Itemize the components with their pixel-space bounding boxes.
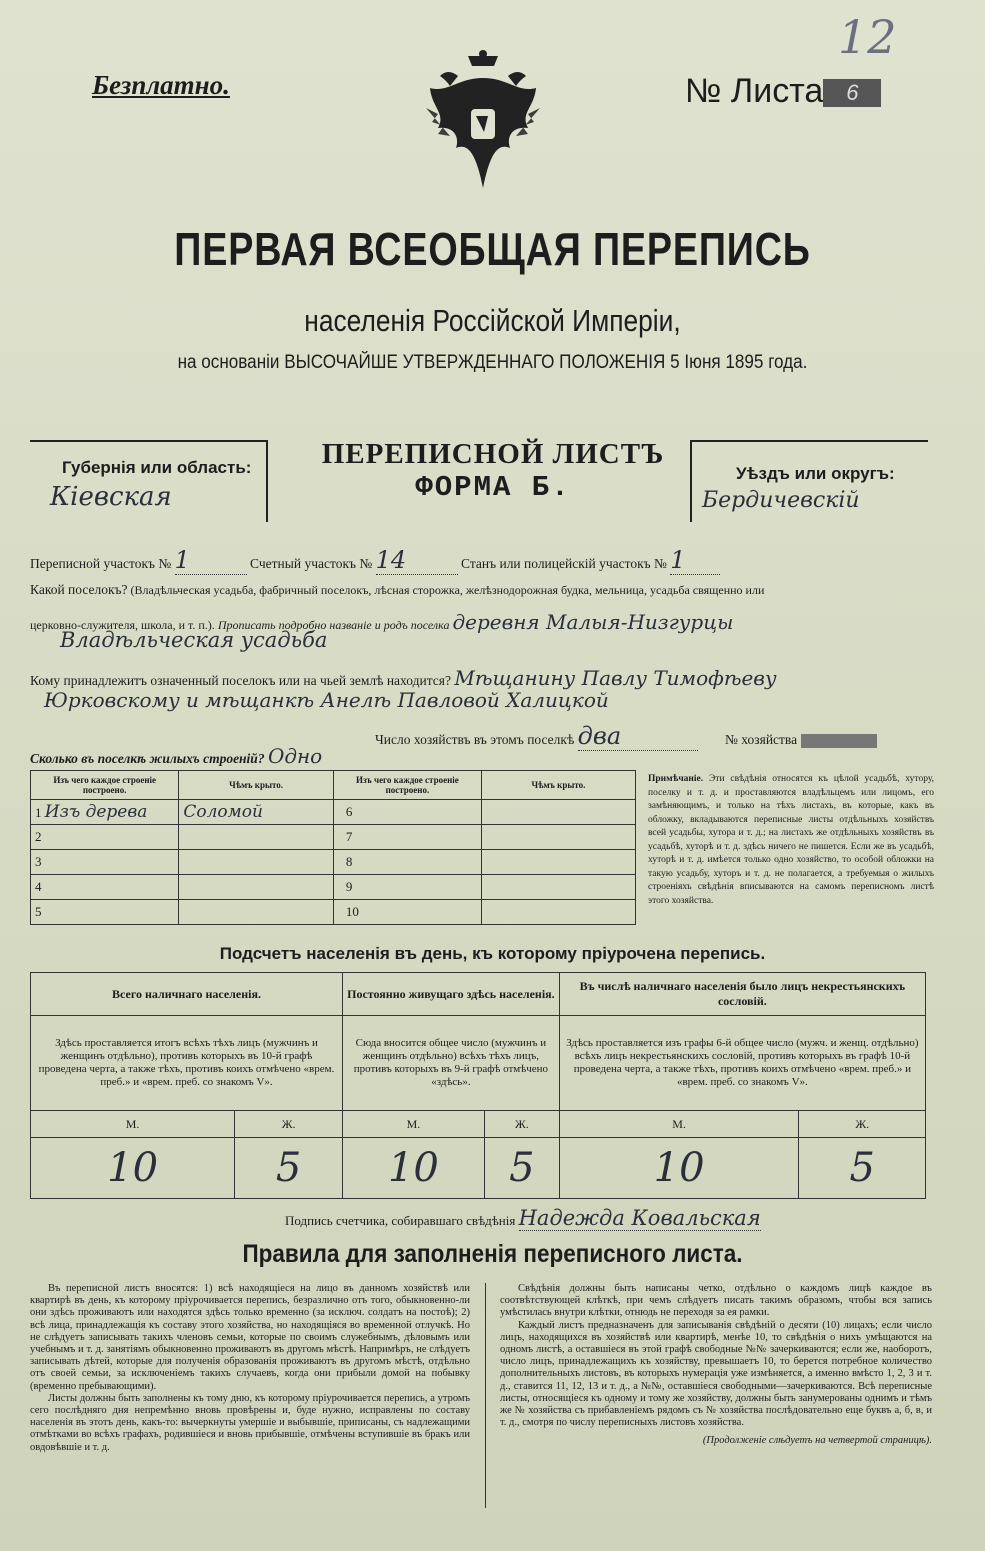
uezd-label: Уѣздъ или округъ: (736, 464, 895, 483)
material-cell: Изъ дерева (44, 802, 148, 822)
buildings-note (648, 773, 934, 908)
table-row: 2 7 (31, 825, 636, 850)
double-headed-eagle-icon (418, 48, 548, 198)
signature-line (285, 1206, 761, 1230)
count-district-label: Счетный участокъ № (250, 556, 373, 571)
buildings-table (30, 770, 636, 925)
col-present-desc: Здѣсь проставляется итогъ всѣхъ тѣхъ лицъ (мужчинъ и женщинъ отдѣльно), противъ которыхъ въ 10-й графѣ проведена черта, а также тѣхъ, противъ коихъ отмѣчено «врем. преб.» и «врем. преб. со знакомъ V». (31, 1016, 343, 1111)
table-row: 4 9 (31, 875, 636, 900)
female-header: Ж. (484, 1111, 559, 1138)
page-subtitle-2: на основаніи ВЫСОЧАЙШЕ УТВЕРЖДЕННАГО ПОЛОЖЕНІЯ 5 Іюня 1895 года. (177, 352, 808, 373)
form-label: ФОРМА Б. (415, 471, 571, 504)
male-header: М. (343, 1111, 485, 1138)
nonpeasant-male-count: 10 (559, 1138, 799, 1199)
sheet-form-title (266, 440, 720, 504)
buildings-value: Одно (267, 744, 323, 768)
present-female-count: 5 (235, 1138, 343, 1199)
uezd-value: Бердичевскій (702, 488, 860, 513)
free-label: Безплатно. (92, 70, 230, 100)
settlement-line (30, 582, 764, 598)
present-male-count: 10 (31, 1138, 235, 1199)
resident-female-count: 5 (484, 1138, 559, 1199)
female-header: Ж. (235, 1111, 343, 1138)
rules-continued: (Продолженіе слѣдуетъ на четвертой страницѣ). (702, 1435, 932, 1447)
roof-cell: Соломой (179, 800, 333, 825)
col-material-right: Изъ чего каждое строеніе построено. (333, 771, 481, 800)
rules-left-paragraph-2: Листы должны быть заполнены къ тому дню, къ которому пріурочивается перепись, а утромъ сего послѣдняго дня непремѣнно вновь провѣрены и, буде нужно, исправлены по составу населенія въ этотъ день, какъ-то: вычеркнуты умершіе и выбывшіе, приписаны, съ надлежащими отмѣтками во всѣхъ графахъ, родившіеся и вновь прибывшіе, отмѣчены вступившіе въ бракъ или овдовѣвшіе и т. д. (30, 1392, 470, 1453)
signature-value: Надежда Ковальская (518, 1206, 761, 1230)
page-subtitle: населенія Россійской Имперіи, (304, 303, 681, 338)
col-resident-desc: Сюда вносится общее число (мужчинъ и женщинъ отдѣльно) всѣхъ тѣхъ лицъ, противъ которыхъ въ 9-й графѣ отмѣчено «здѣсь». (343, 1016, 560, 1111)
column-divider (485, 1283, 486, 1508)
households-line (375, 722, 877, 751)
household-no-redacted (801, 734, 877, 748)
settlement-hint-2: церковно-служителя, школа, и т. п.). (30, 618, 215, 632)
population-title: Подсчетъ населенія въ день, къ которому пріурочена перепись. (219, 944, 766, 963)
households-label: Число хозяйствъ въ этомъ поселкѣ (375, 732, 575, 747)
sheet-title: ПЕРЕПИСНОЙ ЛИСТЪ (321, 438, 665, 470)
table-row: 3 8 (31, 850, 636, 875)
gubernia-value: Кіевская (50, 482, 172, 512)
owner-value-1: Мѣщанину Павлу Тимофѣеву (454, 666, 777, 690)
owner-line (30, 666, 777, 690)
male-header: М. (559, 1111, 799, 1138)
col-present-head: Всего наличнаго населенія. (31, 973, 343, 1016)
table-row: 5 10 (31, 900, 636, 925)
settlement-value-1: деревня Малыя-Низгурцы (452, 610, 734, 634)
stan-label: Станъ или полицейскій участокъ № (461, 556, 667, 571)
female-header: Ж. (799, 1111, 926, 1138)
col-material-left: Изъ чего каждое строеніе построено. (31, 771, 179, 800)
rules-right-column (500, 1283, 932, 1448)
population-table (30, 972, 926, 1199)
male-header: М. (31, 1111, 235, 1138)
stan-value: 1 (670, 546, 720, 575)
col-resident-head: Постоянно живущаго здѣсь населенія. (343, 973, 560, 1016)
sheet-number-label: № Листа (685, 72, 824, 110)
note-title: Примѣчаніе. (648, 774, 704, 784)
buildings-line (30, 744, 322, 768)
col-nonpeasant-desc: Здѣсь проставляется изъ графы 6-й общее число (мужч. и женщ. отдѣльно) всѣхъ лицъ некрестьянскихъ сословій, противъ которыхъ въ графѣ 10-й проведена черта, а также тѣхъ, противъ коихъ отмѣчено «врем. преб.» и «врем. преб. со знакомъ V». (559, 1016, 925, 1111)
count-district-value: 14 (376, 546, 458, 575)
page-title: ПЕРВАЯ ВСЕОБЩАЯ ПЕРЕПИСЬ (174, 223, 811, 275)
census-district-value: 1 (175, 546, 247, 575)
gubernia-label: Губернія или область: (62, 458, 252, 477)
uezd-box (690, 440, 928, 522)
note-text: Эти свѣдѣнія относятся къ цѣлой усадьбѣ, хутору, поселку и т. д. и проставляются владѣльцемъ или лицомъ, его замѣняющимъ, и только на тѣхъ листахъ, въ которые, какъ въ обложку, вкладываются переписные листы отдѣльныхъ хозяйствъ всей усадьбы, хутора и т. д.; на листахъ же отдѣльныхъ хозяйствъ въ усадьбѣ, хуторѣ и т. д. здѣсь ничего не пишется. Если же въ усадьбѣ, хуторѣ и т. д. имѣется только одно хозяйство, то особой обложки на такую усадьбу, хуторъ и т. д. не полагается, а требуемыя о жилыхъ строеніяхъ свѣдѣнія вписываются на самомъ переписномъ листѣ этого хозяйства. (648, 774, 934, 906)
form-header (30, 440, 926, 522)
settlement-value-2: Владѣльческая усадьба (60, 628, 328, 652)
col-roof-right: Чѣмъ крыто. (481, 771, 635, 800)
table-row: 1 Изъ дерева Соломой 6 (31, 800, 636, 825)
district-line (30, 546, 720, 575)
households-value: два (578, 722, 698, 751)
owner-question: Кому принадлежитъ означенный поселокъ или на чьей землѣ находится? (30, 673, 451, 688)
rules-left-column (30, 1283, 470, 1454)
sheet-number (685, 72, 881, 111)
col-nonpeasant-head: Въ числѣ наличнаго населенія было лицъ некрестьянскихъ сословій. (559, 973, 925, 1016)
household-no-label: № хозяйства (725, 732, 798, 747)
signature-label: Подпись счетчика, собиравшаго свѣдѣнія (285, 1213, 516, 1228)
resident-male-count: 10 (343, 1138, 485, 1199)
nonpeasant-female-count: 5 (799, 1138, 926, 1199)
col-roof-left: Чѣмъ крыто. (179, 771, 333, 800)
settlement-hint-italic: Прописать подробно названіе и родъ поселка (217, 618, 450, 632)
settlement-question: Какой поселокъ? (30, 582, 128, 597)
buildings-question: Сколько въ поселкѣ жилыхъ строеній? (30, 751, 265, 766)
rules-right-paragraph-2: Каждый листъ предназначенъ для записыванія свѣдѣній о десяти (10) лицахъ; если число лицъ, находящихся въ хозяйствѣ или квартирѣ, менѣе 10, то свѣдѣнія о нихъ умѣщаются на одномъ листѣ, а оставшіеся въ этой графѣ свободные №№ зачеркиваются; если же, наоборотъ, число лицъ, принадлежащихъ къ хозяйству, превышаетъ 10, то берется потребное количество дополнительныхъ листовъ, въ которыхъ нумерація уже измѣняется, а именно вмѣсто 1, 2, 3 и т. д., ставится 11, 12, 13 и т. д., а №№, оставшіеся свободными—зачеркиваются. Всѣ переписные листы, относящіеся къ одному и тому же хозяйству, должны быть занумерованы однимъ и тѣмъ же № хозяйства съ прибавленіемъ рядомъ съ № хозяйства послѣдовательно еще буквъ а, б, в, и т. д., смотря по числу переписныхъ листовъ хозяйства. (500, 1319, 932, 1429)
rules-title: Правила для заполненія переписного листа. (242, 1240, 743, 1268)
rules-right-paragraph-1: Свѣдѣнія должны быть написаны четко, отдѣльно о каждомъ лицѣ каждое въ соотвѣтствующей клѣткѣ, при чемъ слѣдуетъ писать такимъ образомъ, чтобы вся запись умѣстилась внутри клѣтки, отнюдь не переходя за ея рамки. (500, 1283, 932, 1319)
census-district-label: Переписной участокъ № (30, 556, 172, 571)
owner-value-2: Юрковскому и мѣщанкѣ Анелѣ Павловой Халицкой (44, 688, 609, 712)
gubernia-box (30, 440, 268, 522)
settlement-hint: (Владѣльческая усадьба, фабричный поселокъ, лѣсная сторожка, желѣзнодорожная будка, мельница, усадьба священно или (130, 583, 765, 597)
sheet-number-value: 6 (823, 79, 881, 107)
rules-left-paragraph-1: Въ переписной листъ вносятся: 1) всѣ находящіеся на лицо въ данномъ хозяйствѣ или квартирѣ въ день, къ которому пріурочивается перепись, безразлично отъ того, обыкновенно-ли они здѣсь проживаютъ или находятся здѣсь только временно (за исключ. солдатъ на постоѣ); 2) всѣ лица, принадлежащія къ составу этого хозяйства, но находящіяся во временной отлучкѣ. Но не слѣдуетъ записывать такихъ членовъ семьи, которые по своимъ служебнымъ, дѣловымъ или учебнымъ и т. д. занятіямъ обыкновенно проживаютъ въ другомъ мѣстѣ. Напримѣръ, не слѣдуетъ записывать дѣтей, которые для полученія образованія проживаютъ въ другомъ мѣстѣ, отдѣльно отъ своей семьи, за исключеніемъ такихъ случаевъ, когда они прибыли домой на побывку (временно пребывающими). (30, 1283, 470, 1392)
page-number: 12 (838, 10, 897, 64)
